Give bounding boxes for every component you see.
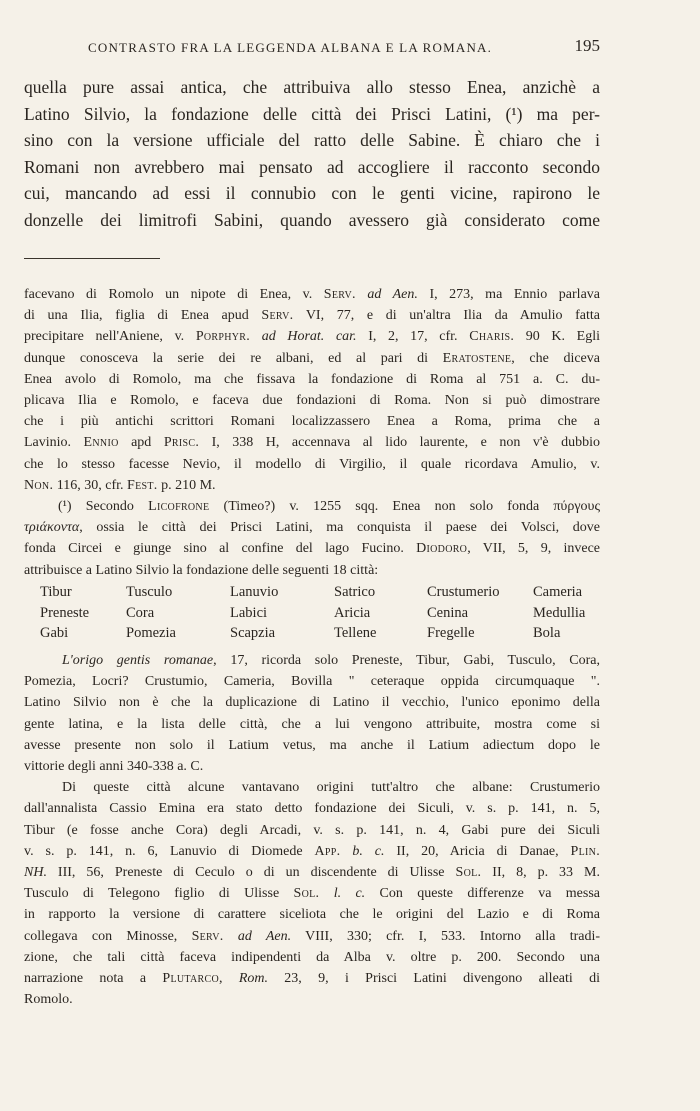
footnote-line: Enea avolo di Romolo, ma che fissava la fondazione di Roma al 751 a. C. du- (24, 371, 600, 387)
city-name: Medullia (533, 604, 586, 621)
footnote-line: Pomezia, Locri? Crustumio, Cameria, Bovilla " ceteraque oppida circumquaque ". (24, 674, 600, 690)
city-list (40, 582, 600, 644)
footnote-line: NH. III, 56, Preneste di Ceculo o di un discendente di Ulisse Sol. II, 8, p. 33 M. (24, 865, 600, 881)
footnote-line: Latino Silvio non è che la duplicazione di Latino il vecchio, l'unico eponimo della (24, 695, 600, 711)
footnote-line: gente latina, e la lista delle città, che a lui vengono attribuite, mostra come si (24, 716, 600, 732)
footnotes-block (24, 284, 600, 581)
main-text (24, 74, 600, 233)
footnote-line: avesse presente non solo il Latium vetus, ma anche il Latium adiectum dopo le (24, 737, 600, 753)
city-name: Tibur (40, 584, 72, 600)
city-name: Cora (126, 604, 155, 621)
footnote-1-continued (24, 650, 600, 1010)
text-line: Romani non avrebbero mai pensato ad accogliere il racconto secondo (24, 156, 600, 177)
city-name: Gabi (40, 625, 69, 641)
footnote-line: di una Ilia, figlia di Enea apud Serv. VI, 77, e di un'altra Ilia da Amulio fatta (24, 308, 600, 324)
footnote-1 (24, 496, 600, 581)
city-name: Preneste (40, 604, 90, 621)
footnote-line: collegava con Minosse, Serv. ad Aen. VIII, 330; cfr. I, 533. Intorno alla tradi- (24, 928, 601, 944)
city-row (40, 582, 600, 603)
footnote-line: fonda Circei e giunge sino al confine del lago Fucino. Diodoro, VII, 5, 9, invece (24, 541, 601, 557)
footnote-line: Tusculo di Telegono figlio di Ulisse Sol. l. c. Con queste differenze va messa (24, 886, 600, 902)
footnote-line: Non. 116, 30, cfr. Fest. p. 210 M. (24, 477, 216, 493)
footnote-line: dunque conosceva la serie dei re albani, ed al pari di Eratostene, che diceva (24, 350, 600, 366)
page-number: 195 (574, 36, 600, 55)
footnote-line: L'origo gentis romanae, 17, ricorda solo Preneste, Tibur, Gabi, Tusculo, Cora, (62, 653, 600, 668)
footnote-line: v. s. p. 141, n. 6, Lanuvio di Diomede App. b. c. II, 20, Aricia di Danae, Plin. (24, 843, 600, 859)
footnote-line: che i più antichi scrittori Romani localizzassero Enea a Roma, prima che a (24, 414, 600, 430)
city-name: Cameria (533, 584, 583, 600)
footnote-line: attribuisce a Latino Silvio la fondazione delle seguenti 18 città: (24, 562, 379, 578)
footnote-line: zione, che tali città faceva indipendenti da Alba v. oltre p. 200. Secondo una (24, 949, 600, 965)
text-line: Latino Silvio, la fondazione delle città dei Prisci Latini, (¹) ma per- (24, 103, 600, 124)
city-name: Fregelle (427, 625, 475, 641)
text-line: sino con la versione ufficiale del ratto delle Sabine. È chiaro che i (24, 130, 600, 150)
city-name: Pomezia (126, 625, 176, 641)
city-name: Crustumerio (427, 584, 500, 600)
footnote-line: facevano di Romolo un nipote di Enea, v. Serv. ad Aen. I, 273, ma Ennio parlava (24, 287, 601, 302)
city-name: Labici (230, 604, 268, 621)
text-line: cui, mancando ad essi il connubio con le genti vicine, rapirono le (24, 183, 600, 203)
footnote-line: Lavinio. Ennio apd Prisc. I, 338 H, accennava al lido laurente, e non v'è dubbio (24, 435, 600, 451)
footnote-line: plicava Ilia e Romolo, e faceva due fondazioni di Roma. Non si può dimostrare (24, 393, 600, 409)
city-row (40, 623, 600, 644)
footnote-rule (24, 258, 160, 259)
city-name: Tellene (334, 625, 377, 641)
running-title: CONTRASTO FRA LA LEGGENDA ALBANA E LA ROMANA. (88, 40, 493, 55)
running-header (24, 36, 600, 58)
text-line: quella pure assai antica, che attribuiva allo stesso Enea, anzichè a (24, 77, 600, 97)
footnote-line: narrazione nota a Plutarco, Rom. 23, 9, i Prisci Latini divengono alleati di (24, 971, 600, 987)
footnote-line: (¹) Secondo Licofrone (Timeo?) v. 1255 sqq. Enea non solo fonda πύργους (58, 499, 600, 515)
city-name: Cenina (427, 604, 469, 621)
footnote-line: τριάκοντα, ossia le città dei Prisci Latini, ma conquista il paese dei Volsci, dove (24, 520, 600, 536)
footnote-line: Di queste città alcune vantavano origini tutt'altro che albane: Crustumerio (62, 780, 600, 796)
footnote-line: precipitare nell'Aniene, v. Porphyr. ad Horat. car. I, 2, 17, cfr. Charis. 90 K. Egli (24, 329, 600, 345)
footnote-line: vittorie degli anni 340-338 a. C. (24, 759, 204, 775)
footnote-1-tail (24, 650, 600, 1010)
footnote-line: Tibur (e fosse anche Cora) degli Arcadi, v. s. p. 141, n. 4, Gabi pure dei Siculi (24, 822, 600, 838)
city-name: Satrico (334, 584, 376, 600)
footnote-line: Romolo. (24, 992, 73, 1008)
footnote-continued (24, 284, 600, 496)
footnote-line: che lo stesso facesse Nevio, il modello di Virgilio, il quale ricordava Amulio, v. (24, 456, 600, 472)
city-name: Lanuvio (230, 584, 279, 600)
city-row (40, 603, 600, 624)
text-line: donzelle dei limitrofi Sabini, quando avessero già considerato come (24, 209, 600, 230)
city-name: Aricia (334, 604, 371, 621)
city-name: Bola (533, 625, 561, 641)
city-name: Scapzia (230, 625, 276, 641)
footnote-line: in rapporto la versione di carattere siceliota che le origini del Lazio e di Roma (24, 907, 600, 923)
footnote-line: dall'annalista Cassio Emina era stato detto fondazione dei Siculi, v. s. p. 141, n. 5, (24, 801, 600, 817)
city-name: Tusculo (126, 584, 173, 600)
